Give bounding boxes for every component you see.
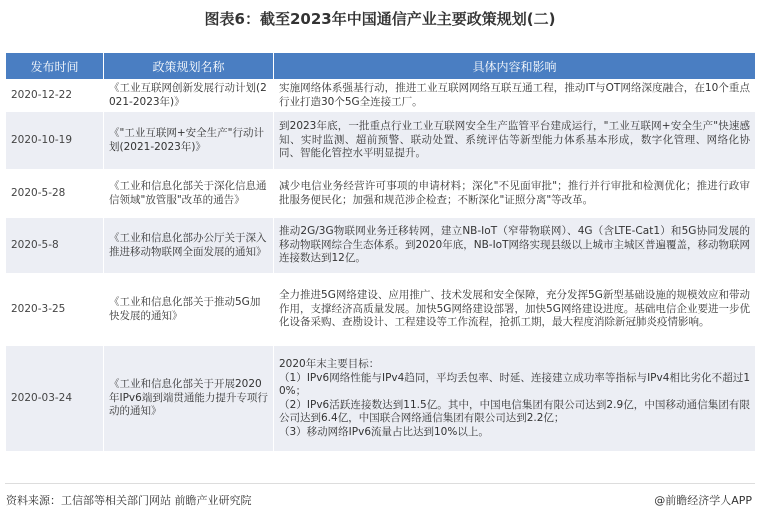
cell-content: 减少电信业务经营许可事项的申请材料；深化"不见面审批"；推行并行审批和检测优化；推进行政审批服务便民化；加强和规范涉企检查；不断深化"证照分离"等改革。	[274, 170, 756, 218]
table-row	[6, 274, 756, 346]
table-header-row	[6, 53, 756, 80]
cell-content: 全力推进5G网络建设、应用推广、技术发展和安全保障，充分发挥5G新型基础设施的规模效应和带动作用，支撑经济高质量发展。加快5G网络建设部署，加快5G网络建设进度。基础电信企业要进一步优化设备采购、查勘设计、工程建设等工作流程，抢抓工期，最大程度消除新冠肺炎疫情影响。	[274, 274, 756, 346]
cell-policy-name: 《工业和信息化部关于开展2020年IPv6端到端贯通能力提升专项行动的通知》	[104, 346, 274, 452]
content-line: （1）IPv6网络性能与IPv4趋同，平均丢包率、时延、连接建立成功率等指标与IPv4相比劣化不超过10%；	[279, 371, 750, 397]
cell-date: 2020-5-28	[6, 170, 104, 218]
cell-content	[274, 346, 756, 452]
cell-date: 2020-3-25	[6, 274, 104, 346]
content-line: 2020年末主要目标：	[279, 358, 380, 370]
source-note: 资料来源：工信部等相关部门网站 前瞻产业研究院	[6, 494, 252, 507]
content-line: （2）IPv6活跃连接数达到11.5亿。其中，中国电信集团有限公司达到2.9亿，中国移动通信集团有限公司达到6.4亿，中国联合网络通信集团有限公司达到2.2亿；	[279, 398, 750, 424]
header-content: 具体内容和影响	[274, 53, 756, 80]
cell-date: 2020-03-24	[6, 346, 104, 452]
cell-date: 2020-12-22	[6, 80, 104, 112]
cell-policy-name: 《"工业互联网+安全生产"行动计划(2021-2023年)》	[104, 112, 274, 170]
table-row	[6, 112, 756, 170]
cell-content: 推动2G/3G物联网业务迁移转网，建立NB-IoT（窄带物联网）、4G（含LTE-Cat1）和5G协同发展的移动物联网综合生态体系。到2020年底，NB-IoT网络实现县级以上城市主城区普遍覆盖，移动物联网连接数达到12亿。	[274, 218, 756, 274]
cell-policy-name: 《工业互联网创新发展行动计划(2021-2023年)》	[104, 80, 274, 112]
table-row	[6, 346, 756, 452]
header-date: 发布时间	[6, 53, 104, 80]
cell-content: 到2023年底，一批重点行业工业互联网安全生产监管平台建成运行，"工业互联网+安全生产"快速感知、实时监测、超前预警、联动处置、系统评估等新型能力体系基本形成，数字化管理、网络化协同、智能化管控水平明显提升。	[274, 112, 756, 170]
page-title: 图表6：截至2023年中国通信产业主要政策规划(二)	[204, 10, 556, 28]
table-row	[6, 80, 756, 112]
footer-divider	[5, 483, 755, 484]
policy-table	[5, 52, 756, 452]
header-policy-name: 政策规划名称	[104, 53, 274, 80]
cell-policy-name: 《工业和信息化部关于推动5G加快发展的通知》	[104, 274, 274, 346]
cell-policy-name: 《工业和信息化部关于深化信息通信领域"放管服"改革的通告》	[104, 170, 274, 218]
cell-date: 2020-5-8	[6, 218, 104, 274]
table-row	[6, 170, 756, 218]
content-line: （3）移动网络IPv6流量占比达到10%以上。	[279, 425, 489, 438]
app-credit: @前瞻经济学人APP	[654, 494, 752, 507]
cell-content: 实施网络体系强基行动，推进工业互联网网络互联互通工程，推动IT与OT网络深度融合，在10个重点行业打造30个5G全连接工厂。	[274, 80, 756, 112]
cell-policy-name: 《工业和信息化部办公厅关于深入推进移动物联网全面发展的通知》	[104, 218, 274, 274]
table-row	[6, 218, 756, 274]
cell-date: 2020-10-19	[6, 112, 104, 170]
